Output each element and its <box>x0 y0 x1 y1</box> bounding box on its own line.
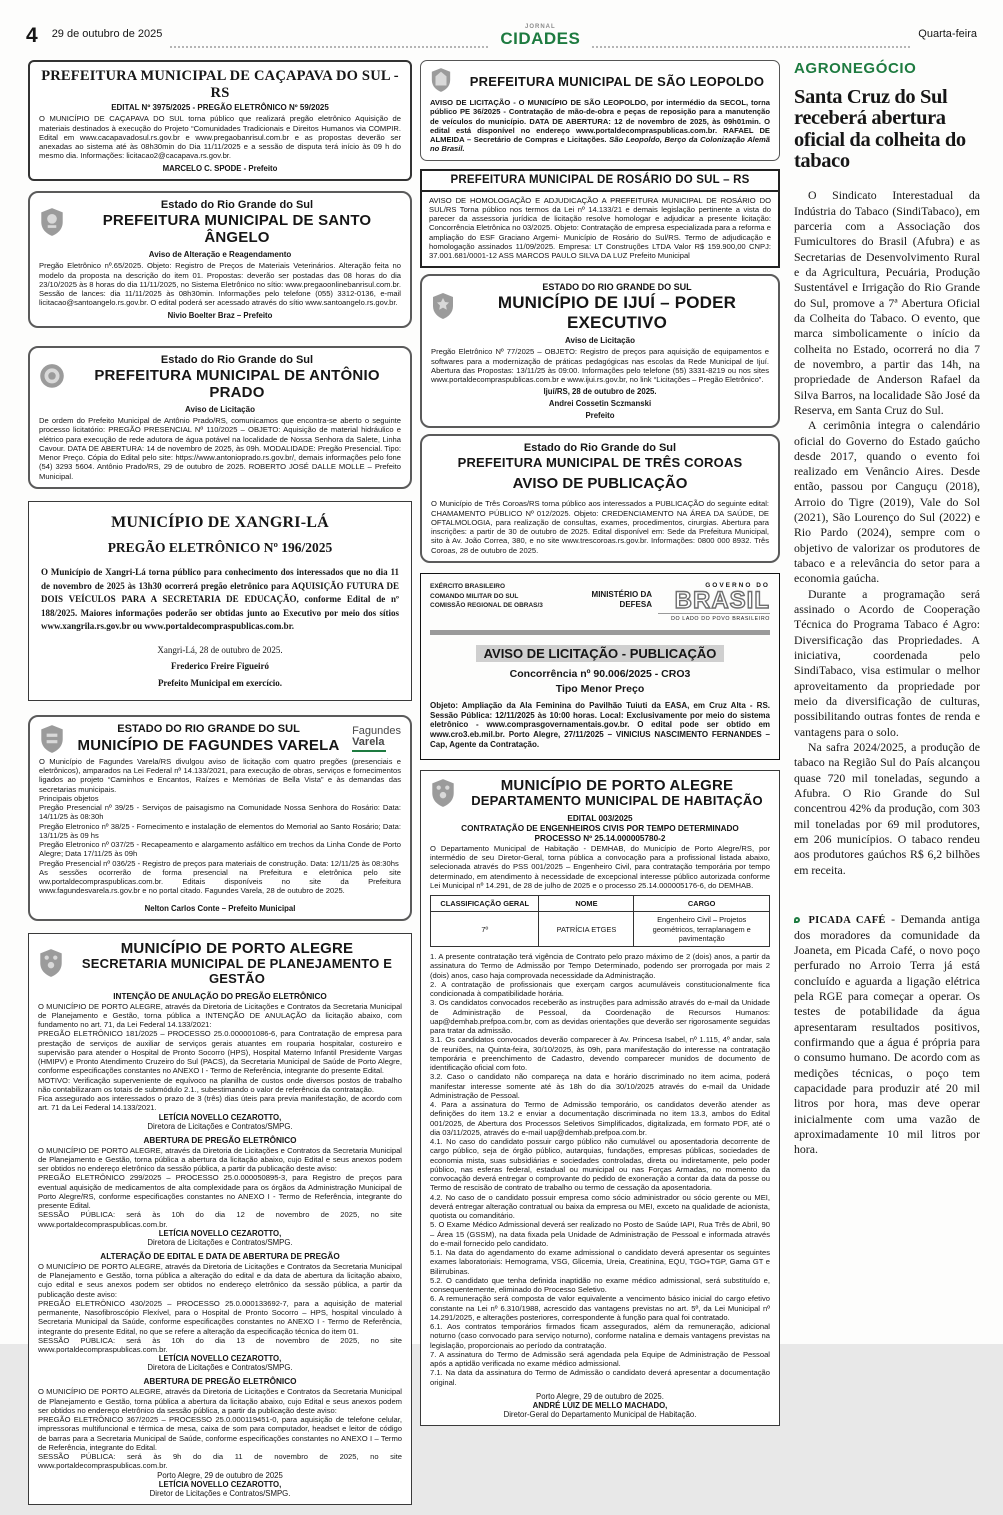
state-line: Estado do Rio Grande do Sul <box>160 198 314 211</box>
notice-body: Pregão Eletrônico nº.65/2025. Objeto: Registro de Preços de Materiais Veterinários. Alteração feita no modelo da proposta na descrição do item 01. Propostas: deverão ser postadas das 08 horas do dia 23/10/2025 às 8 horas do dia 11/11/2025, no Sistema Eletrônico no sítio: www.pregaoonlinebanrisul.com.br. Sessão de lances: dia 11/11/2025 às 08h30min. Informações pelo telefone (055) 3312-0136, e-mail licitacao@santoangelo.rs.gov.br. O edital poderá ser acessado através do sítio www.santoangelo.rs.gov.br. <box>39 261 401 308</box>
notice-body: De ordem do Prefeito Municipal de Antônio Prado/RS, comunicamos que encontra-se aberto o seguinte processo licitatório: PREGÃO PRESENCIAL Nº 110/2025 – OBJETO: Aquisição de material hidráulico e elétrico para execução de rede adutora de água potável na localidade de Nossa Senhora da Salete, Linha Cavour. DATA DE ABERTURA: 14 de novembro de 2025, às 09h. MODALIDADE: Pregão Presencial. Tipo: Menor Preço. Cópia do Edital pelo site: https://www.antonioprado.rs.gov.br/, demais informações pelo fone (54) 3293 5604. Antônio Prado/RS, 29 de outubro de 2025. ROBERTO JOSÉ DALLE MOLLE – Prefeito Municipal. <box>39 416 401 481</box>
place-date: Porto Alegre, 29 de outubro de 2025 <box>157 1470 283 1480</box>
notice-title: MUNICÍPIO DE XANGRI-LÁ <box>111 513 329 531</box>
notice-subtitle: SECRETARIA MUNICIPAL DE PLANEJAMENTO E GESTÃO <box>81 955 393 986</box>
paragraph: O MUNICÍPIO DE PORTO ALEGRE, através da Diretoria de Licitações e Contratos da Secretaria Municipal de Planejamento e Gestão, torna pública a abertura da licitação abaixo, cujo Edital e seus anexos podem ser obtidos no endereço eletrônico da sessão pública, a partir da publicação deste aviso: <box>38 1145 402 1174</box>
ministry-of-defense-label: MINISTÉRIO DA DEFESA <box>591 589 652 609</box>
coat-of-arms-icon <box>39 724 65 754</box>
paragraph: Fica assegurado aos interessados o prazo de 3 (três) dias úteis para previa manifestação, de acordo com art. 71 da Lei Federal 14.133/2021. <box>38 1094 402 1113</box>
notice-tres-coroas <box>420 434 780 563</box>
section-heading: INTENÇÃO DE ANULAÇÃO DO PREGÃO ELETRÔNICO <box>113 991 327 1001</box>
middle-column <box>420 60 780 1436</box>
numbered-item: 2. A contratação de profissionais que exerçam cargos acumuláveis constitucionalmente fica condicionada à compatibilidade horária. <box>430 979 770 999</box>
notice-body: Objeto: Ampliação da Ala Feminina do Pavilhão Tuiuti da EASA, em Cruz Alta - RS. Sessão Pública: 12/11/2025 às 10:00 horas. Local: Exclusivamente por meio do sistema eletrônico - www.comprasgovernamentais.gov.br. O edital pode ser obtido em www.cro3.eb.mil.br. Porto Alegre, 27/11/2025 – VINICIUS NASCIMENTO FERNANDES – Cap, Agente da Contratação. <box>430 700 770 749</box>
fagundes-varela-logo: Fagundes Varela <box>352 726 401 752</box>
paragraph: O MUNICÍPIO DE PORTO ALEGRE, através da Diretoria de Licitações e Contratos da Secretaria Municipal de Planejamento e Gestão, torna pública a INTENÇÃO DE ANULAÇÃO da licitação abaixo, com fundamento no art. 71, da Lei Federal 14.133/2021: <box>38 1001 402 1030</box>
paragraph: SESSÃO PÚBLICA: será às 10h do dia 13 de novembro de 2025, no site www.portaldecompraspublicas.com.br. <box>38 1335 402 1355</box>
notice-title: MUNICÍPIO DE FAGUNDES VARELA <box>77 736 340 754</box>
brasil-wordmark: BRASIL <box>674 586 770 614</box>
city-slogan: São Leopoldo, Berço da Colonização Alemã no Brasil. <box>430 135 770 154</box>
paragraph: PREGÃO ELETRÔNICO 181/2025 – PROCESSO 25.0.000001086-6, para Contratação de empresa para prestação de serviços de auxiliar de serviços gerais atuantes em rouparia hospitalar, costureiro e supervisão para atender o Hospital de Pronto Socorro (HPS), Hospital Materno Infantil Presidente Vargas (HMIPV) e Pronto Atendimento Cruzeiro do Sul (PACS), da Secretaria Municipal de Saúde de Porto Alegre, conforme especificações constantes no ANEXO I - Termo de Referência, integrante do presente Edital. <box>38 1029 402 1076</box>
paragraph: SESSÃO PÚBLICA: será às 10h do dia 12 de novembro de 2025, no site www.portaldecompraspublicas.com.br. <box>38 1210 402 1229</box>
state-line: ESTADO DO RIO GRANDE DO SUL <box>542 282 692 293</box>
article-paragraph: Na safra 2024/2025, a produção de tabaco na Região Sul do País alcançou quase 720 mil toneladas, segundo a Afubra. O Rio Grande do Sul concentrou 42% da produção, com 303 mil toneladas por 69 mil produtores, em 206 municípios. O tabaco rendeu aos produtores gaúchos R$ 6,2 bilhões em receita. <box>794 740 980 877</box>
signature: LETÍCIA NOVELLO CEZAROTTO, <box>158 1479 282 1489</box>
left-column <box>28 60 412 1515</box>
objetos-label: Principais objetos <box>39 793 99 803</box>
news-brief-picada-cafe <box>794 912 980 1158</box>
edital-number: EDITAL 003/2025 <box>567 813 633 823</box>
notice-santo-angelo <box>28 191 412 328</box>
notice-signature: Nelton Carlos Conte – Prefeito Municipal <box>144 903 296 913</box>
article-headline: Santa Cruz do Sul receberá abertura oficial da colheita do tabaco <box>794 86 966 172</box>
logo-accent-bar <box>352 750 386 752</box>
numbered-item: 7.1. Na data da assinatura do Termo de Admissão o candidato deverá apresentar a documentação original. <box>430 1368 770 1387</box>
pin-icon <box>794 917 800 923</box>
paragraph: MOTIVO: Verificação superveniente de equívoco na planilha de custos onde diversos postos de trabalho não contabilizaram os totais de submódulo 2.1., subestimando o valor de referência da contratação. <box>38 1075 402 1094</box>
signer-role: Prefeito <box>585 411 615 421</box>
notice-title: PREFEITURA MUNICIPAL DE ANTÔNIO PRADO <box>94 366 380 401</box>
header-rule-left <box>170 24 488 48</box>
notice-sao-leopoldo <box>420 60 780 161</box>
masthead-section: CIDADES <box>500 29 581 48</box>
notice-ijui <box>420 274 780 428</box>
notice-poa-planejamento <box>28 933 412 1505</box>
weekday: Quarta-feira <box>918 28 977 40</box>
notice-title: PREFEITURA MUNICIPAL DE ROSÁRIO DO SUL – RS <box>422 171 778 192</box>
notice-antonio-prado <box>28 346 412 489</box>
numbered-item: 7. A assinatura do Termo de Admissão será agendada pela Equipe de Administração de Pessoal após a aptidão verificada no exame médico admissional. <box>430 1349 770 1369</box>
notice-body <box>430 98 770 154</box>
notice-exercito-brasileiro <box>420 573 780 760</box>
page-date: 29 de outubro de 2025 <box>51 28 163 40</box>
col-header: CARGO <box>634 896 770 912</box>
notice-subtitle: PREGÃO ELETRÔNICO Nº 196/2025 <box>107 540 333 556</box>
paragraph: O MUNICÍPIO DE PORTO ALEGRE, através da Diretoria de Licitações e Contratos da Secretaria Municipal de Planejamento e Gestão, torna pública a alteração do edital e da data de abertura da licitação abaixo, cujo edital e seus anexos podem ser obtidos no endereço eletrônico da sessão pública, a partir da publicação deste aviso: <box>38 1261 402 1299</box>
tipo-line: Tipo Menor Preço <box>555 682 645 695</box>
paragraph: PREGÃO ELETRÔNICO 367/2025 – PROCESSO 25.0.000119451-0, para aquisição de telefone celular, impressoras multifuncional e térmica de mesa, caixa de som para computador, headset e leitor de código de barras para a Secretaria Municipal de Saúde, conforme especificações constantes no ANEXO I – Termo de Referência, integrante do Edital. <box>38 1415 402 1452</box>
notice-title: PREFEITURA MUNICIPAL DE TRÊS COROAS <box>457 454 743 470</box>
notice-body: AVISO DE HOMOLOGAÇÃO E ADJUDICAÇÃO A PREFEITURA MUNICIPAL DE ROSÁRIO DO SUL/RS Torna público nos termos da Lei nº 14.133/21 e demais legislação pertinente a vista do parecer da assessoria jurídica de licitação resolve homologar e adjudicar a presente licitação: Concorrência Eletrônica no 03/2025. Objeto: Contratação de empresa especializada para a reforma e ampliação do ESF Graciano Argemi- Município de Rosário do Sul/RS. Termo de adjudicação e homologação assinados 11/09/2025. Empresa: LT Construções LTDA Valor R$ 159.900,00 CNPJ: 37.001.681/0001-12 ASS MARCOS PAULO SILVA DA LUZ Prefeito Municipal <box>429 195 771 261</box>
paragraph: SESSÃO PÚBLICA: será às 9h do dia 11 de novembro de 2025, no site www.portaldecompraspublicas.com.br. <box>38 1452 402 1471</box>
cell-classificacao: 7º <box>431 912 539 947</box>
header-rule-right <box>592 24 910 48</box>
numbered-item: 5.2. O candidato que tenha definida inaptidão no exame médico admissional, será substituído e, consequentemente, eliminado do Processo Seletivo. <box>430 1275 770 1295</box>
notice-rosario-do-sul <box>420 169 780 269</box>
notice-body: Pregão Eletrônico Nº 77/2025 – OBJETO: Registro de preços para aquisição de equipamentos e softwares para a modernização de práticas pedagógicas nas escolas da Rede Municipal de Ijuí. Abertura das Propostas: 13/11/25 às 09:00. Informações pelo telefone (55) 3331-8219 ou nos sites www.portaldecompraspublicas.com.br e www.ijui.rs.gov.br, no link “Licitações – Pregão Eletrônico”. <box>431 347 769 385</box>
notice-intro: O Município de Fagundes Varela/RS divulgou aviso de licitação com quatro pregões (presenciais e eletrônicos), amparados na Lei Federal nº 14.133/2021, para execução de obras, serviços e fornecimentos ligados ao projeto “Caminhos e Encantos, Raízes e Memórias de Bella Vista” e às demandas das secretarias municipais. <box>39 756 401 794</box>
coat-of-arms-icon <box>430 778 456 808</box>
brief-text: - Demanda antiga dos moradores da comunidade da Joaneta, em Picada Café, o novo poço perfurado no Arroio Terra já está concluído e aguarda a ligação elétrica pela RGE para começar a operar. Os testes de potabilidade da água apresentaram resultados positivos, confirmando que a água é própria para o consumo humano. De acordo com as medições técnicas, o poço tem capacidade para produzir até 20 mil litros por hora, mas deve operar inicialmente com uma vazão de aproximadamente 10 mil litros por hora. <box>794 912 981 1157</box>
notice-signer-role: Prefeito Municipal em exercício. <box>157 677 283 688</box>
numbered-item: 5. O Exame Médico Admissional deverá ser realizado no Posto de Saúde IAPI, Rua Três de Abril, 90 – Área 15 (GSSM), na data fixada pela Unidade de Administração de Pessoal e informada através do e-mail fornecido pelo candidato. <box>430 1220 770 1248</box>
pregao-item: Pregão Eletronico nº 037/25 - Recapeamento e alargamento asfáltico em trechos da Linha Conde de Porto Alegre; Data 17/11/25 às 09h <box>39 840 401 859</box>
numbered-item: 3.1. Os candidatos convocados deverão comparecer à Av. Princesa Isabel, nº 1.115, 4º andar, sala de reuniões, na Quinta-feira, 30/10/2025, às 09h, para manifestação do interesse na contratação temporária e preenchimento de Cadastro, devendo comparecer munidos de documento de identificação oficial com foto. <box>430 1035 770 1073</box>
coat-of-arms-icon <box>431 292 457 322</box>
state-line: Estado do Rio Grande do Sul <box>523 442 677 455</box>
table-row <box>431 912 770 947</box>
notice-xangrila <box>28 501 412 701</box>
notice-signature: MARCELO C. SPODE - Prefeito <box>162 163 278 173</box>
notice-body: O MUNICÍPIO DE CAÇAPAVA DO SUL torna público que realizará pregão eletrônico Aquisição de materiais destinados à execução do Projeto “Comunidades Tradicionais e Direitos Humanos via COMPIR. Edital em www.cacapavadosul.rs.gov.br e www.pregaobanrisul.com.br e as propostas deverão ser anexadas ao sistema até às 08h30min do Dia 11/11/2025 e a sessão de disputa terá início às 09 h do mesmo dia. Informações: licitacao2@cacapava.rs.gov.br. <box>39 114 401 161</box>
notice-place-date: Xangri-Lá, 28 de outubro de 2025. <box>157 644 283 655</box>
numbered-item: 3.2. Caso o candidato não compareça na data e horário discriminado no item acima, poderá manifestar interesse somente até às 18h do dia 30/10/2025 através do e-mail da Unidade Administração de Pessoal. <box>430 1072 770 1100</box>
page-header <box>26 24 977 56</box>
numbered-item: 6.1. Aos contratos temporários firmados ficam assegurados, além da remuneração, adicional noturno (caso convocado para serviço noturno), conforme natalina e demais vantagens previstas na legislação, proporcionais ao período da contratação. <box>430 1322 770 1350</box>
section-heading: ALTERAÇÃO DE EDITAL E DATA DE ABERTURA DE PREGÃO <box>100 1251 340 1261</box>
org-line: COMISSÃO REGIONAL DE OBRAS/3 <box>430 602 543 610</box>
signature-role: Diretora de Licitações e Contratos/SMPG. <box>147 1363 293 1373</box>
coat-of-arms-icon <box>39 207 65 237</box>
page-number: 4 <box>26 24 38 47</box>
coat-of-arms-icon <box>39 362 65 392</box>
numbered-item: 5.1. Na data do agendamento do exame admissional o candidato deverá apresentar os seguintes exames laboratoriais: Hemograma, VSG, Glicemia, Ureia, Creatinina, EQU, TGO+TGP, Gama GT e Bilirrubinas. <box>430 1248 770 1276</box>
state-line: Estado do Rio Grande do Sul <box>160 353 314 366</box>
notice-title: PREFEITURA MUNICIPAL DE SANTO ÂNGELO <box>102 211 372 247</box>
notice-title: PREFEITURA MUNICIPAL DE CAÇAPAVA DO SUL - RS <box>41 68 399 101</box>
classification-table <box>430 895 770 947</box>
org-line: COMANDO MILITAR DO SUL <box>430 592 519 600</box>
signer: Andrei Cossetin Sczmanski <box>548 399 652 409</box>
army-org-lines <box>430 582 586 611</box>
notice-title: MUNICÍPIO DE IJUÍ – PODER EXECUTIVO <box>497 293 737 332</box>
paragraph: PREGÃO ELETRÔNICO 299/2025 – PROCESSO 25.0.000050895-3, para Registro de preços para eventual aquisição de medicamentos de alta complexidade para os órgãos da Administração Municipal de Porto Alegre/RS, conforme especificações constantes no ANEXO I - Termo de Referência, integrante do presente Edital. <box>38 1173 402 1211</box>
signature: LETÍCIA NOVELLO CEZAROTTO, <box>158 1354 282 1364</box>
col-header: NOME <box>539 896 634 912</box>
notice-subtitle: AVISO DE PUBLICAÇÃO <box>512 475 688 493</box>
notice-title: PREFEITURA MUNICIPAL DE SÃO LEOPOLDO <box>469 73 765 89</box>
signer-role: Diretor-Geral do Departamento Municipal de Habitação. <box>503 1409 697 1419</box>
numbered-item: 1. A presente contratação terá vigência de Contrato pelo prazo máximo de 2 (dois) anos, a partir da assinatura do Termo de Admissão por Tempo Determinado, podendo ser prorrogada por mais 2 (dois) anos, caso haja comprovada necessidade da Administração. <box>430 952 770 980</box>
notice-subtitle: Aviso de Licitação <box>185 405 255 415</box>
pregao-item: Pregão Eletronico nº 38/25 - Fornecimento e instalação de elementos do Memorial ao Santo Rosário; Data: 13/11/25 às 09 hs <box>39 821 401 840</box>
place-date: Ijuí/RS, 28 de outubro de 2025. <box>543 387 657 397</box>
concorrencia-line: Concorrência nº 90.006/2025 - CRO3 <box>509 667 691 680</box>
numbered-item: 3. Os candidatos convocados receberão as instruções para admissão através do e-mail da Unidade de Administração de Pessoal, da Coordenação de Recursos Humanos: uap@demhab.prefpoa.com.br, com as devidas orientações que deverão ser rigorosamente seguidas para tratar da admissão. <box>430 998 770 1036</box>
org-line: EXÉRCITO BRASILEIRO <box>430 582 506 590</box>
numbered-items <box>430 952 770 1387</box>
brief-label: PICADA CAFÉ <box>808 915 886 927</box>
signer: ANDRÉ LUIZ DE MELLO MACHADO, <box>532 1400 668 1410</box>
signature-role: Diretora de Licitações e Contratos/SMPG. <box>147 1237 293 1247</box>
cell-cargo: Engenheiro Civil – Projetos geométricos, terraplanagem e pavimentação <box>634 912 770 947</box>
notice-subtitle: EDITAL Nº 3975/2025 - PREGÃO ELETRÔNICO Nº 59/2025 <box>111 103 329 113</box>
masthead-journal: JORNAL <box>525 24 556 30</box>
notice-demhab <box>420 770 780 1426</box>
signature-role: Diretor de Licitações e Contratos/SMPG. <box>149 1488 291 1498</box>
masthead <box>496 24 584 47</box>
pregao-item: Pregão Presencial nº 39/25 - Serviços de paisagismo na Comunidade Nossa Senhora do Rosário: Data: 14/11/25 às 08:30h <box>39 803 401 822</box>
signature-role: Diretora de Licitações e Contratos/SMPG. <box>147 1121 293 1131</box>
coat-of-arms-icon <box>430 67 456 97</box>
pregao-item: As sessões ocorrerão de forma presencial na Prefeitura e eletrônica pelo site ww.portaldecompraspublicas.com.br. Editais disponíveis no site da Prefeitura www.fagundesvarela.rs.gov.br e no portal citado. Fagundes Varela, 28 de outubro de 2025. <box>39 867 401 896</box>
signature: LETÍCIA NOVELLO CEZAROTTO, <box>158 1112 282 1122</box>
place-date: Porto Alegre, 29 de outubro de 2025. <box>536 1391 664 1401</box>
notice-heading: CONTRATAÇÃO DE ENGENHEIROS CIVIS POR TEMPO DETERMINADO <box>461 823 739 833</box>
notice-subtitle: DEPARTAMENTO MUNICIPAL DE HABITAÇÃO <box>471 792 763 808</box>
notice-title: MUNICÍPIO DE PORTO ALEGRE <box>500 776 734 794</box>
paragraph: PREGÃO ELETRÔNICO 430/2025 – PROCESSO 25.0.000133692-7, para a aquisição de material permanente, Nasofibroscópio Flexível, para o Hospital de Pronto Socorro – HPS, hospital vinculado à Secretaria Municipal da Saúde, conforme especificações constantes no ANEXO I - Termo de Referência, integrante do presente Edital, no que se refere a alteração da especificação técnica do item 01. <box>38 1298 402 1336</box>
paragraph: O MUNICÍPIO DE PORTO ALEGRE, através da Diretoria de Licitações e Contratos da Secretaria Municipal de Planejamento e Gestão, torna pública a abertura da licitação abaixo, cujo Edital e seus anexos podem ser obtidos no endereço eletrônico da sessão pública, a partir da publicação deste aviso: <box>38 1387 402 1415</box>
numbered-item: 4.1. No caso do candidato possuir cargo público não cumulável ou aposentadoria decorrente de cargo público, seja de órgão público, autarquias, fundações, empresas públicas, sociedades de economia mista, suas subsidiárias e sociedades controladas, direta ou indiretamente, pelo poder público, nas esferas federal, estadual ou municipal ou nas Forças Armadas, no momento da convocação deverá entregar o comprovante do pedido de exoneração a contar da data da posse ou Termo de rescisão de contrato de trabalho ou termo de cessação da aposentadoria. <box>430 1137 770 1193</box>
notice-intro: O Departamento Municipal de Habitação - DEMHAB, do Município de Porto Alegre/RS, por intermédio de seu Diretor-Geral, torna pública a convocação para a profissional listada abaixo, selecionada através do PSS 001/2025 – Engenheiro Civil, para contratação temporária por tempo determinado, em atendimento à necessidade de excepcional interesse público autorizada conforme Lei Municipal nº 14.291, de 28 de julho de 2025 e o processo 25.14.000005176-6, do DEMHAB. <box>430 843 770 890</box>
numbered-item: 4. Para a assinatura do Termo de Admissão temporário, os candidatos deverão atender as definições do item 13.2 e enviar a documentação discriminada no item 13.3, ambos do Edital 001/2025, de Abertura dos Processos Seletivos Simplificados, digitalizada, em formato PDF, até o dia 03/11/2025, através do e-mail uap@demhab.prefpoa.com.br. <box>430 1100 770 1137</box>
processo-number: PROCESSO Nº 25.14.000005780-2 <box>534 833 666 843</box>
gov-brasil-logo: GOVERNO DO BRASIL DO LADO DO POVO BRASILEIRO <box>658 582 770 622</box>
numbered-item: 6. A remuneração será composta de valor equivalente a vencimento básico inicial do cargo efetivo constante na Lei nº 6.310/1988, acrescido das vantagens previstas no art. 5º, da Lei Municipal nº 14.291/2025, e alterações posteriores, correspondente à função para qual foi contratado. <box>430 1294 770 1322</box>
notice-title: MUNICÍPIO DE PORTO ALEGRE <box>120 939 354 957</box>
notice-fagundes-varela <box>28 715 412 920</box>
article-paragraph: A cerimônia integra o calendário oficial do Governo do Estado gaúcho desde 2017, quando o evento foi realizado em Venâncio Aires. Desde então, passou por Canguçu (2018), Arroio do Tigre (2019), Vale do Sol (2021), São Lourenço do Sul (2022) e Rio Pardo (2024), sempre com o objetivo de valorizar os produtores de tabaco e a relevância do setor para a economia gaúcha. <box>794 418 980 586</box>
notice-signature: Nivio Boelter Braz – Prefeito <box>167 310 273 320</box>
notice-body: O Município de Três Coroas/RS torna público aos interessados a PUBLICAÇÃO do seguinte edital: CHAMAMENTO PÚBLICO Nº 012/2025. Objeto: CREDENCIAMENTO NA ÁREA DA SAÚDE, DE OFTALMOLOGIA, para realização de consultas, exames, procedimentos, cirurgias. Abertura para inscrições: a partir de 30 de outubro de 2025. Edital disponível em: Sede da Prefeitura Municipal, sito à Av. João Correa, 380, e no site www.trescoroas.rs.gov.br. Informações: 0800 000 8932. Três Coroas, 28 de outubro de 2025. <box>431 499 769 555</box>
pregao-item: Pregão Presencial nº 036/25 - Registro de preços para materiais de construção. Data: 12/11/25 às 08:30hs <box>39 858 399 868</box>
section-heading: ABERTURA DE PREGÃO ELETRÔNICO <box>143 1135 297 1145</box>
article-body <box>794 188 980 878</box>
notice-body: O Município de Xangri-Lá torna público para conhecimento dos interessados que no dia 11 de novembro de 2025 às 13h30 ocorrerá pregão eletrônico para AQUISIÇÃO FUTURA DE DOIS VEÍCULOS PARA A SECRETARIA DE EDUCAÇÃO, conforme Edital de nº 188/2025. Maiores informações poderão ser obtidas junto ao Executivo por meio dos sítios www.xangrila.rs.gov.br ou www.portaldecompraspublicas.com.br. <box>41 567 399 632</box>
divider-bar <box>430 630 770 635</box>
right-column <box>794 60 980 1158</box>
article-paragraph: Durante a programação será assinado o Acordo de Cooperação Técnica do Programa Tabaco é Agro: Diversificação das Propriedades. A iniciativa, coordenada pelo SindiTabaco, visa estimular o melhor aproveitamento da propriedade por meio da diversificação de culturas, possibilitando outras fontes de renda e vantagens para o solo. <box>794 586 980 739</box>
notice-heading: AVISO DE LICITAÇÃO - PUBLICAÇÃO <box>430 645 770 663</box>
pregoes-list <box>39 803 401 896</box>
notice-subtitle: Aviso de Alteração e Reagendamento <box>148 250 292 260</box>
article-paragraph: O Sindicato Interestadual da Indústria do Tabaco (SindiTabaco), em parceria com a Associação dos Fumicultores do Brasil (Afubra) e as Secretarias de Desenvolvimento Rural e da Agricultura, Pecuária, Produção Sustentável e Irrigação do Rio Grande do Sul, promove a 7ª Abertura Oficial da Colheita do Tabaco. O evento, que marca simbolicamente o início da colheita no Estado, ocorrerá no dia 7 de novembro, a partir das 14h, na propriedade de Anderson Rafael da Silva Barros, na localidade São José da Reserva, em Santa Cruz do Sul. <box>794 188 980 417</box>
signature: LETÍCIA NOVELLO CEZAROTTO, <box>158 1228 282 1238</box>
cell-nome: PATRÍCIA ETGES <box>539 912 634 947</box>
notice-signer: Frederico Freire Figueiró <box>171 661 269 672</box>
section-label: AGRONEGÓCIO <box>794 60 917 77</box>
body-text: AVISO DE LICITAÇÃO - O MUNICÍPIO DE SÃO LEOPOLDO, por intermédio da SECOL, torna público PE 36/2025 - Contratação de mão-de-obra e peças de reposição para a manutenção de veículos do município. DATA DE ABERTURA: 12 de novembro de 2025, às 09h01min. O edital está disponível no endereço www.portaldecompraspublicas.com.br. RAFAEL DE ALMEIDA – Secretário de Compras e Licitações. <box>430 98 770 144</box>
numbered-item: 4.2. No caso de o candidato possuir empresa como sócio administrador ou sócio gerente ou MEI, deverá entregar alteração contratual ou baixa da empresa ou MEI, exceto na qualidade de acionista, quotista ou comanditário. <box>430 1192 770 1221</box>
coat-of-arms-icon <box>38 948 64 978</box>
col-header: CLASSIFICAÇÃO GERAL <box>431 896 539 912</box>
section-heading: ABERTURA DE PREGÃO ELETRÔNICO <box>143 1377 297 1387</box>
state-line: ESTADO DO RIO GRANDE DO SUL <box>117 723 300 736</box>
notice-cacapava-do-sul <box>28 60 412 181</box>
notice-subtitle: Aviso de Licitação <box>565 336 635 346</box>
